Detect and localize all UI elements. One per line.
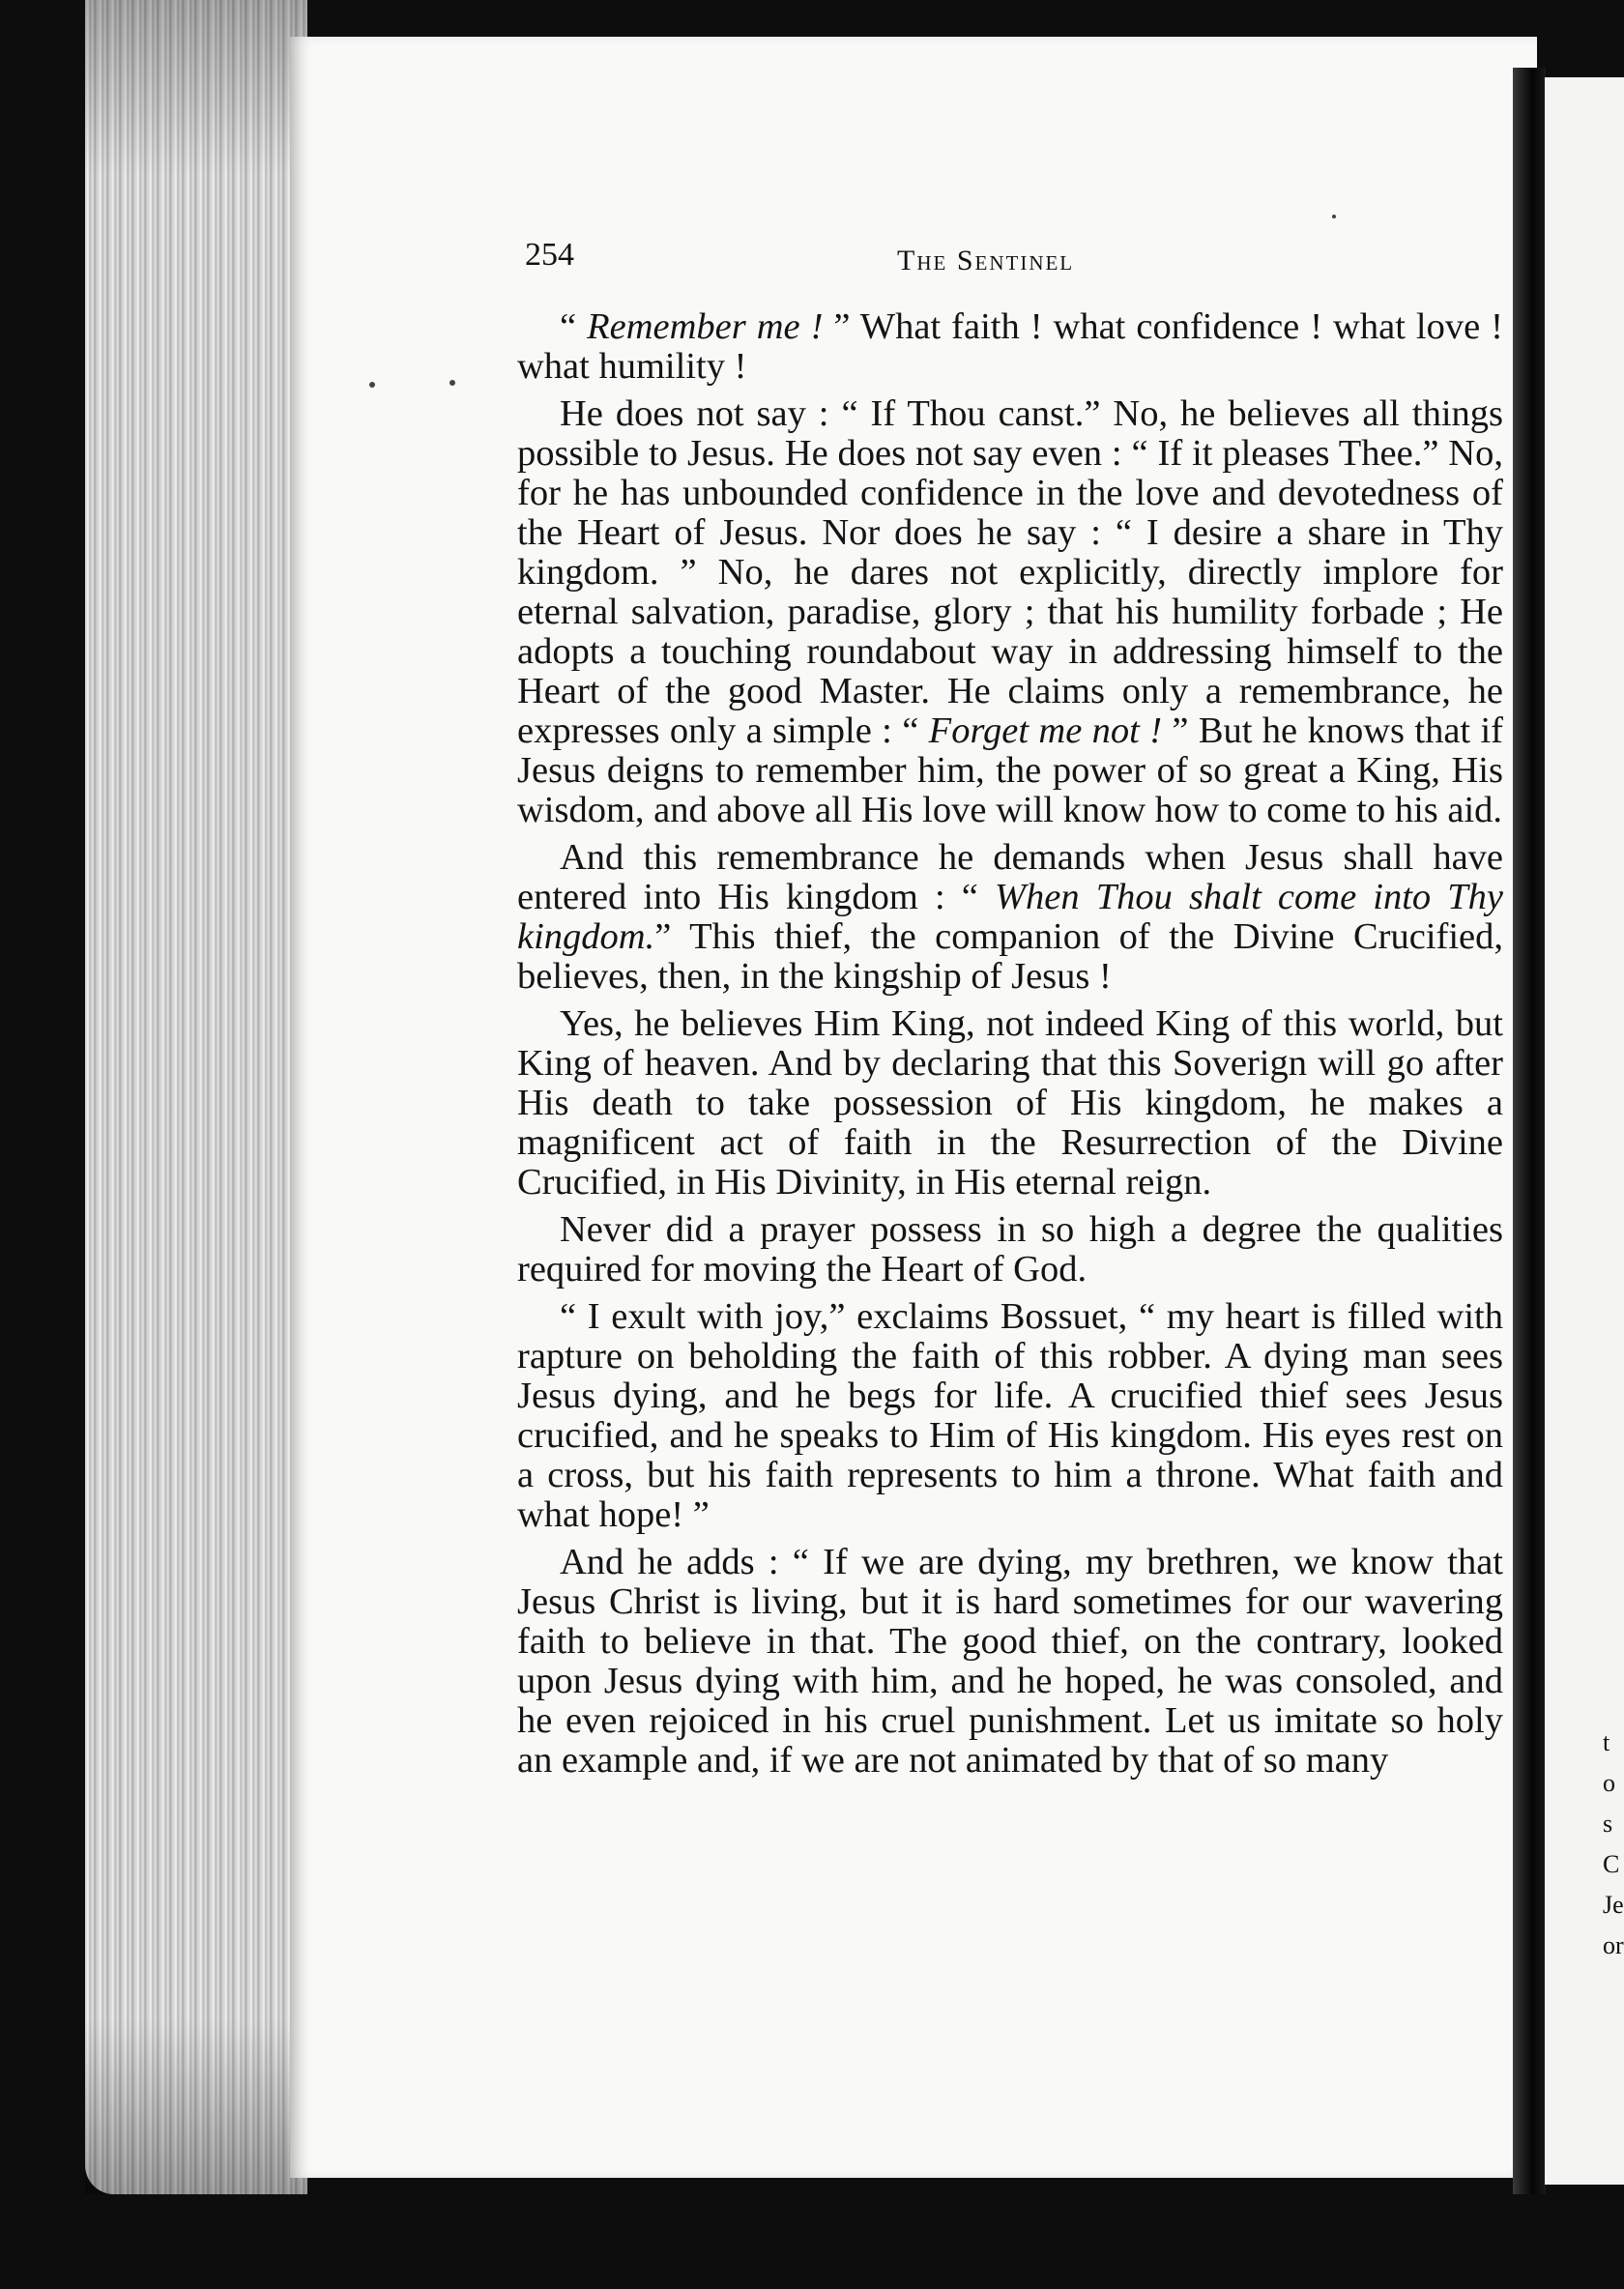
facing-page-fragment: Je: [1603, 1891, 1624, 1919]
speck: [1332, 215, 1336, 218]
text-run: ” But he knows that if Jesus deigns to remember him, the power of so great a King, His wisdom, and above all His love will know how to come to his aid.: [517, 710, 1504, 830]
italic-quote: Forget me not !: [928, 710, 1173, 751]
book-gutter: [1513, 68, 1546, 2194]
paragraph: [517, 1297, 1503, 1535]
paragraph: [517, 1210, 1503, 1289]
text-run: ” This thief, the companion of the Divine Crucified, believes, then, in the kingship of Jesus !: [517, 916, 1503, 997]
body-text: [517, 307, 1503, 1788]
speck: [369, 382, 375, 388]
italic-quote: When Thou shalt come into Thy kingdom.: [517, 877, 1503, 957]
page-number: 254: [525, 237, 574, 273]
italic-quote: Remember me !: [587, 306, 834, 347]
facing-page-fragment: or: [1603, 1931, 1624, 1959]
text-run: And he adds : “ If we are dying, my brethren, we know that Jesus Christ is living, but it is hard sometimes for our wavering faith to believe in that. The good thief, on the contrary, looked upon Jesus dying with him, and he hoped, he was consoled, and he even rejoiced in his cruel punishment. Let us imitate so holy an example and, if we are not animated by that of so many: [517, 1542, 1503, 1781]
text-run: “ I exult with joy,” exclaims Bossuet, “ my heart is filled with rapture on beholding the faith of this robber. A dying man sees Jesus dying, and he begs for life. A crucified thief sees Jesus crucified, and he speaks to Him of His kingdom. His eyes rest on a cross, but his faith represents to him a throne. What faith and what hope! ”: [517, 1296, 1503, 1535]
text-run: And this remembrance he demands when Jesus shall have entered into His kingdom : “: [517, 837, 1503, 917]
page-header: [525, 237, 1501, 285]
facing-page-fragment: o: [1603, 1769, 1615, 1797]
paragraph: [517, 394, 1503, 830]
text-run: Never did a prayer possess in so high a degree the qualities required for moving the Heart of God.: [517, 1209, 1503, 1289]
running-head: The Sentinel: [897, 245, 1075, 276]
text-run: “: [560, 306, 588, 347]
facing-page-fragment: C: [1603, 1850, 1620, 1878]
text-run: ” What faith ! what confidence ! what love ! what humility !: [517, 306, 1503, 387]
facing-page-fragment: t: [1603, 1728, 1610, 1756]
facing-page-edge: [1545, 77, 1624, 2185]
paragraph: [517, 1004, 1503, 1202]
speck: [450, 380, 455, 386]
text-run: He does not say : “ If Thou canst.” No, he believes all things possible to Jesus. He does not say even : “ If it pleases Thee.” No, for he has unbounded confidence in the love and devotedness of the Heart of Jesus. Nor does he say : “ I desire a share in Thy kingdom. ” No, he dares not explicitly, directly implore for eternal salvation, paradise, glory ; that his humility forbade ; He adopts a touching roundabout way in addressing himself to the Heart of the good Master. He claims only a remembrance, he expresses only a simple : “: [517, 393, 1503, 751]
facing-page-fragment: s: [1603, 1810, 1613, 1838]
text-run: Yes, he believes Him King, not indeed King of this world, but King of heaven. And by declaring that this Soverign will go after His death to take possession of His kingdom, he makes a magnificent act of faith in the Resurrection of the Divine Crucified, in His Divinity, in His eternal reign.: [517, 1003, 1503, 1202]
paragraph: [517, 307, 1503, 387]
paragraph: [517, 838, 1503, 997]
paragraph: [517, 1543, 1503, 1781]
book-page-edges: [85, 0, 307, 2194]
